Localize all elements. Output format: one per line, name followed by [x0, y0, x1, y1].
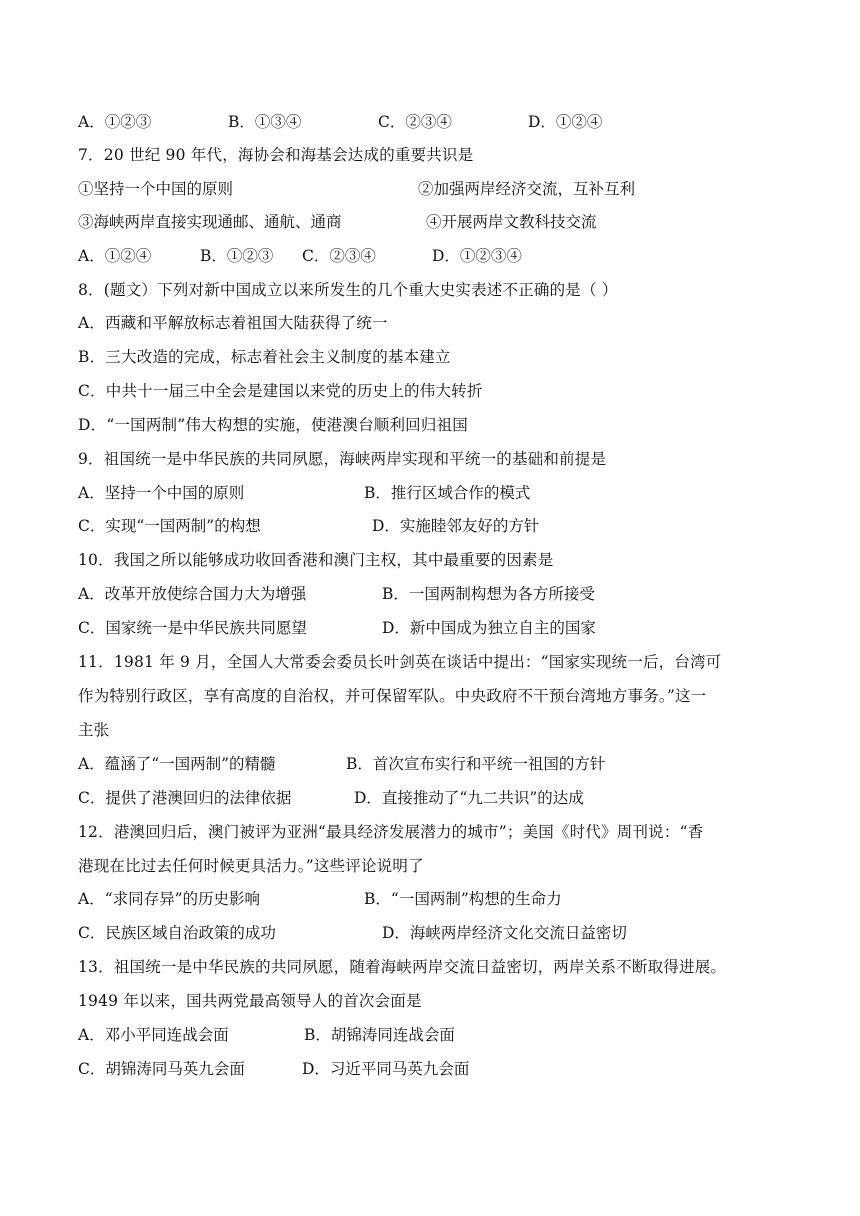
q6-option-c: C．②③④ [378, 113, 452, 131]
q13-option-d: D．习近平同马英九会面 [302, 1060, 470, 1078]
q13-option-c: C．胡锦涛同马英九会面 [78, 1060, 245, 1078]
q7-item-2: ②加强两岸经济交流，互补互利 [418, 180, 636, 198]
q12-option-c: C．民族区域自治政策的成功 [78, 924, 276, 942]
q9-option-c: C．实现“一国两制”的构想 [78, 517, 261, 535]
q8-option-c: C．中共十一届三中全会是建国以来党的历史上的伟大转折 [78, 382, 483, 400]
q11-stem-line-2: 作为特别行政区，享有高度的自治权，并可保留军队。中央政府不干预台湾地方事务。”这一 [78, 687, 707, 705]
q10-option-c: C．国家统一是中华民族共同愿望 [78, 619, 307, 637]
q11-option-b: B．首次宣布实行和平统一祖国的方针 [346, 755, 606, 773]
q11-option-c: C．提供了港澳回归的法律依据 [78, 789, 292, 807]
q10-option-a: A．改革开放使综合国力大为增强 [78, 585, 307, 603]
q7-option-d: D．①②③④ [432, 247, 522, 265]
q10-stem: 10．我国之所以能够成功收回香港和澳门主权，其中最重要的因素是 [78, 551, 554, 569]
q7-item-4: ④开展两岸文教科技交流 [426, 213, 597, 231]
q11-stem-line-3: 主张 [78, 721, 110, 739]
q10-option-d: D．新中国成为独立自主的国家 [382, 619, 596, 637]
q12-option-b: B．“一国两制”构想的生命力 [364, 890, 562, 908]
q8-option-d: D．“一国两制”伟大构想的实施，使港澳台顺利回归祖国 [78, 416, 468, 434]
q11-option-a: A．蕴涵了“一国两制”的精髓 [78, 755, 276, 773]
q9-option-b: B．推行区域合作的模式 [364, 484, 531, 502]
q9-stem: 9．祖国统一是中华民族的共同夙愿，海峡两岸实现和平统一的基础和前提是 [78, 450, 607, 468]
q9-option-a: A．坚持一个中国的原则 [78, 484, 245, 502]
q11-option-d: D．直接推动了“九二共识”的达成 [354, 789, 584, 807]
q12-option-d: D．海峡两岸经济文化交流日益密切 [382, 924, 627, 942]
q7-stem: 7．20 世纪 90 年代，海协会和海基会达成的重要共识是 [78, 146, 474, 164]
q6-option-a: A．①②③ [78, 113, 152, 131]
q7-item-3: ③海峡两岸直接实现通邮、通航、通商 [78, 213, 342, 231]
q12-option-a: A．“求同存异”的历史影响 [78, 890, 261, 908]
q7-option-c: C．②③④ [302, 247, 376, 265]
q8-option-a: A．西藏和平解放标志着祖国大陆获得了统一 [78, 314, 388, 332]
q8-option-b: B．三大改造的完成，标志着社会主义制度的基本建立 [78, 348, 451, 366]
q13-option-a: A．邓小平同连战会面 [78, 1026, 229, 1044]
q7-option-b: B．①②③ [200, 247, 274, 265]
q13-stem-line-2: 1949 年以来，国共两党最高领导人的首次会面是 [78, 992, 422, 1010]
q6-option-d: D．①②④ [528, 113, 603, 131]
q13-stem-line-1: 13．祖国统一是中华民族的共同夙愿，随着海峡两岸交流日益密切，两岸关系不断取得进展。 [78, 958, 727, 976]
q12-stem-line-1: 12．港澳回归后，澳门被评为亚洲“最具经济发展潜力的城市”；美国《时代》周刊说：“香 [78, 823, 704, 841]
q6-option-b: B．①③④ [228, 113, 302, 131]
q12-stem-line-2: 港现在比过去任何时候更具活力。”这些评论说明了 [78, 857, 424, 875]
q9-option-d: D．实施睦邻友好的方针 [372, 517, 540, 535]
q11-stem-line-1: 11．1981 年 9 月，全国人大常委会委员长叶剑英在谈话中提出：“国家实现统一后，台湾可 [78, 653, 722, 671]
q10-option-b: B．一国两制构想为各方所接受 [382, 585, 595, 603]
q8-stem: 8．(题文）下列对新中国成立以来所发生的几个重大史实表述不正确的是（ ） [78, 281, 618, 299]
q7-item-1: ①坚持一个中国的原则 [78, 180, 234, 198]
q7-option-a: A．①②④ [78, 247, 152, 265]
q13-option-b: B．胡锦涛同连战会面 [304, 1026, 455, 1044]
